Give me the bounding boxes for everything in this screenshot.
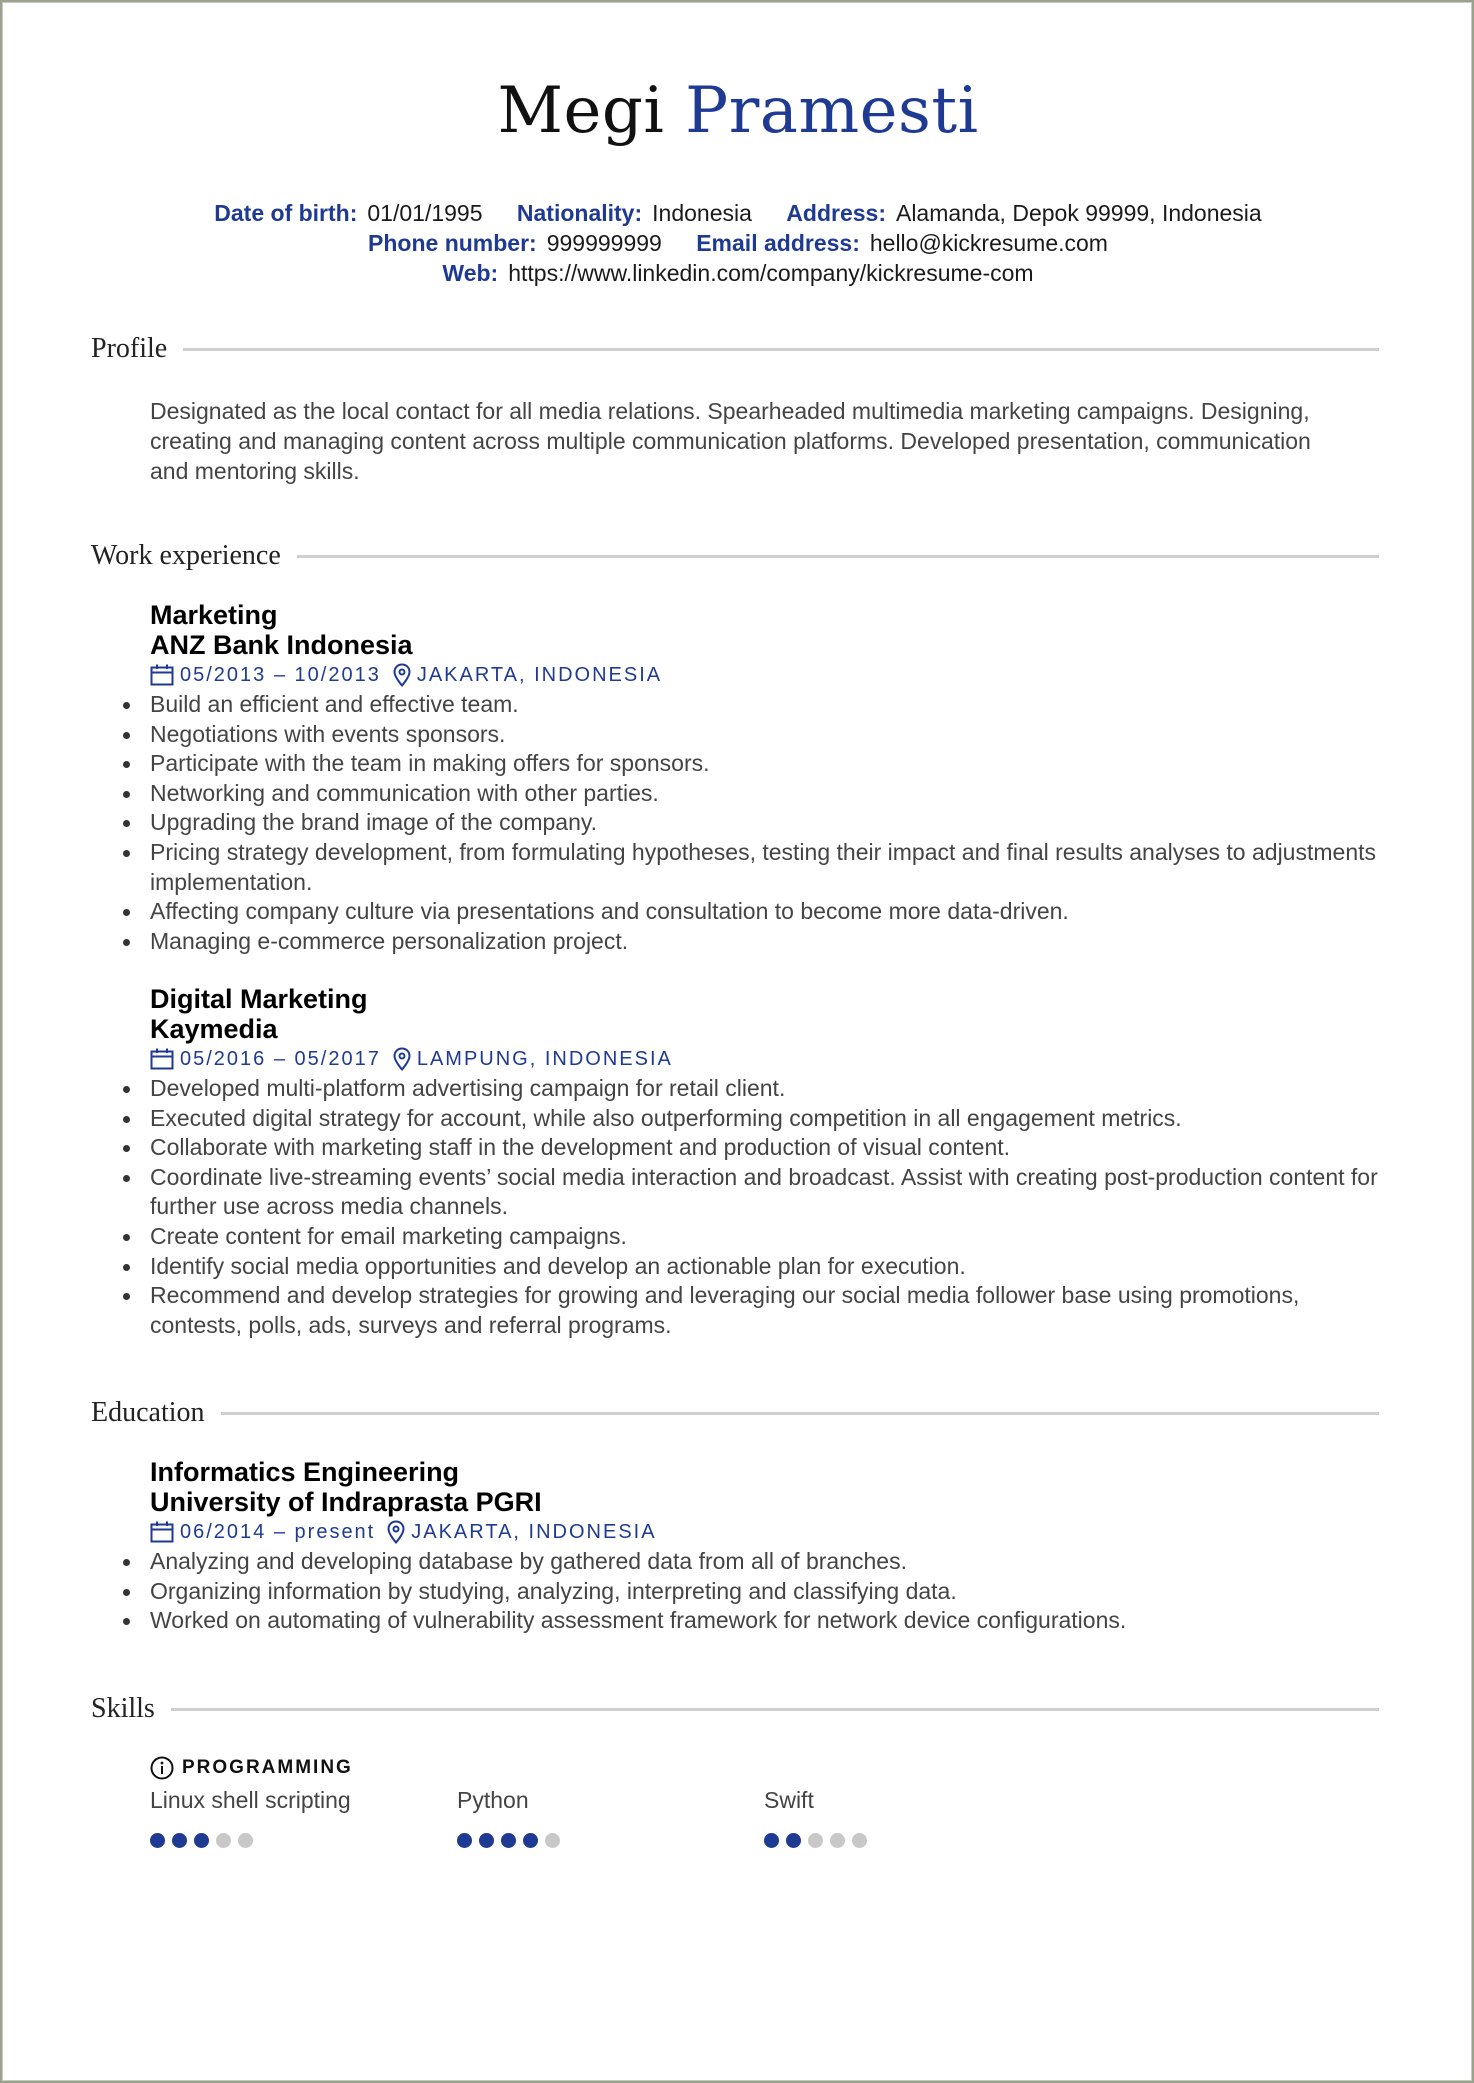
- list-item: Executed digital strategy for account, while also outperforming competition in all engagement metrics.: [150, 1104, 1382, 1134]
- location-pin-icon: [387, 1520, 405, 1544]
- list-item: Negotiations with events sponsors.: [150, 720, 1382, 750]
- skill-item: [457, 1785, 757, 1848]
- list-item: Identify social media opportunities and develop an actionable plan for execution.: [150, 1252, 1382, 1282]
- list-item: Create content for email marketing campaigns.: [150, 1222, 1382, 1252]
- job-bullets: [150, 1074, 1382, 1340]
- list-item: Pricing strategy development, from formulating hypotheses, testing their impact and final results analyses to adjustments implementation.: [150, 838, 1382, 897]
- skill-category-label: PROGRAMMING: [182, 1757, 353, 1778]
- calendar-icon: [150, 664, 174, 686]
- location-pin-icon: [393, 663, 411, 687]
- section-divider: [221, 1412, 1379, 1415]
- dob-label: Date of birth:: [214, 200, 358, 226]
- job-title: Marketing: [150, 600, 278, 630]
- section-divider: [297, 555, 1379, 558]
- rating-dot-empty: [545, 1833, 560, 1848]
- education-entry: [150, 1457, 1382, 1636]
- section-title: Profile: [91, 333, 168, 364]
- info-icon: [150, 1756, 174, 1780]
- rating-dot-empty: [830, 1833, 845, 1848]
- section-divider: [183, 348, 1379, 351]
- location-pin-icon: [393, 1047, 411, 1071]
- contact-line-2: [3, 228, 1473, 258]
- profile-summary: [150, 396, 1382, 486]
- school-name: University of Indraprasta PGRI: [150, 1487, 542, 1517]
- rating-dot-filled: [479, 1833, 494, 1848]
- education-meta: [150, 1517, 1382, 1547]
- job-dates: 05/2016 – 05/2017: [180, 1048, 381, 1070]
- skill-category: [150, 1756, 353, 1780]
- web-link[interactable]: https://www.linkedin.com/company/kickresume-com: [508, 260, 1034, 286]
- education-section-header: [91, 1396, 1379, 1430]
- rating-dot-filled: [523, 1833, 538, 1848]
- email-value[interactable]: hello@kickresume.com: [869, 230, 1108, 256]
- rating-dot-empty: [238, 1833, 253, 1848]
- first-name: Megi: [497, 74, 665, 148]
- list-item: Managing e-commerce personalization project.: [150, 927, 1382, 957]
- phone-value: 999999999: [546, 230, 662, 256]
- education-dates: 06/2014 – present: [180, 1521, 376, 1543]
- job-entry: [150, 600, 1382, 956]
- calendar-icon: [150, 1521, 174, 1543]
- job-entry: [150, 984, 1382, 1340]
- list-item: Networking and communication with other parties.: [150, 779, 1382, 809]
- section-title: Education: [91, 1397, 205, 1428]
- list-item: Developed multi-platform advertising campaign for retail client.: [150, 1074, 1382, 1104]
- list-item: Affecting company culture via presentations and consultation to become more data-driven.: [150, 897, 1382, 927]
- candidate-name: [3, 69, 1473, 153]
- phone-label: Phone number:: [368, 230, 537, 256]
- section-divider: [171, 1708, 1379, 1711]
- skill-rating: [764, 1833, 1064, 1848]
- degree-title: Informatics Engineering: [150, 1457, 460, 1487]
- job-location: LAMPUNG, INDONESIA: [416, 1048, 673, 1070]
- rating-dot-filled: [194, 1833, 209, 1848]
- list-item: Participate with the team in making offers for sponsors.: [150, 749, 1382, 779]
- education-bullets: [150, 1547, 1382, 1636]
- job-meta: [150, 1044, 1382, 1074]
- address-label: Address:: [786, 200, 886, 226]
- last-name: Pramesti: [685, 74, 979, 148]
- job-dates: 05/2013 – 10/2013: [180, 664, 381, 686]
- skill-name: Linux shell scripting: [150, 1787, 351, 1813]
- list-item: Organizing information by studying, analyzing, interpreting and classifying data.: [150, 1577, 1382, 1607]
- skill-name: Swift: [764, 1787, 814, 1813]
- rating-dot-filled: [501, 1833, 516, 1848]
- list-item: Collaborate with marketing staff in the development and production of visual content.: [150, 1133, 1382, 1163]
- profile-section-header: [91, 332, 1379, 366]
- section-title: Work experience: [91, 540, 281, 571]
- address-value: Alamanda, Depok 99999, Indonesia: [895, 200, 1262, 226]
- job-meta: [150, 660, 1382, 690]
- rating-dot-filled: [172, 1833, 187, 1848]
- contact-line-1: [3, 198, 1473, 228]
- job-title: Digital Marketing: [150, 984, 368, 1014]
- list-item: Recommend and develop strategies for growing and leveraging our social media follower base using promotions, contests, polls, ads, surveys and referral programs.: [150, 1281, 1382, 1340]
- job-company: Kaymedia: [150, 1014, 278, 1044]
- dob-value: 01/01/1995: [367, 200, 483, 226]
- education-location: JAKARTA, INDONESIA: [411, 1521, 657, 1543]
- rating-dot-filled: [150, 1833, 165, 1848]
- list-item: Upgrading the brand image of the company.: [150, 808, 1382, 838]
- calendar-icon: [150, 1048, 174, 1070]
- nationality-value: Indonesia: [652, 200, 752, 226]
- skill-rating: [457, 1833, 757, 1848]
- rating-dot-filled: [764, 1833, 779, 1848]
- work-section-header: [91, 539, 1379, 573]
- job-company: ANZ Bank Indonesia: [150, 630, 413, 660]
- rating-dot-filled: [786, 1833, 801, 1848]
- rating-dot-empty: [808, 1833, 823, 1848]
- skill-name: Python: [457, 1787, 529, 1813]
- skill-item: [150, 1785, 450, 1848]
- list-item: Build an efficient and effective team.: [150, 690, 1382, 720]
- job-bullets: [150, 690, 1382, 956]
- web-label: Web:: [442, 260, 499, 286]
- section-title: Skills: [91, 1693, 155, 1724]
- job-location: JAKARTA, INDONESIA: [416, 664, 663, 686]
- profile-line: creating and managing content across multiple communication platforms. Developed presentation, communication: [150, 428, 1311, 454]
- skill-rating: [150, 1833, 450, 1848]
- list-item: Analyzing and developing database by gathered data from all of branches.: [150, 1547, 1382, 1577]
- rating-dot-empty: [852, 1833, 867, 1848]
- resume-page: [2, 2, 1472, 2081]
- rating-dot-filled: [457, 1833, 472, 1848]
- list-item: Coordinate live-streaming events’ social media interaction and broadcast. Assist with creating post-production content for further use across media channels.: [150, 1163, 1382, 1222]
- skills-section-header: [91, 1692, 1379, 1726]
- contact-line-3: [3, 258, 1473, 288]
- rating-dot-empty: [216, 1833, 231, 1848]
- profile-line: and mentoring skills.: [150, 458, 360, 484]
- list-item: Worked on automating of vulnerability assessment framework for network device configurations.: [150, 1606, 1382, 1636]
- profile-line: Designated as the local contact for all media relations. Spearheaded multimedia marketing campaigns. Designing,: [150, 398, 1310, 424]
- skill-item: [764, 1785, 1064, 1848]
- email-label: Email address:: [696, 230, 860, 256]
- nationality-label: Nationality:: [516, 200, 643, 226]
